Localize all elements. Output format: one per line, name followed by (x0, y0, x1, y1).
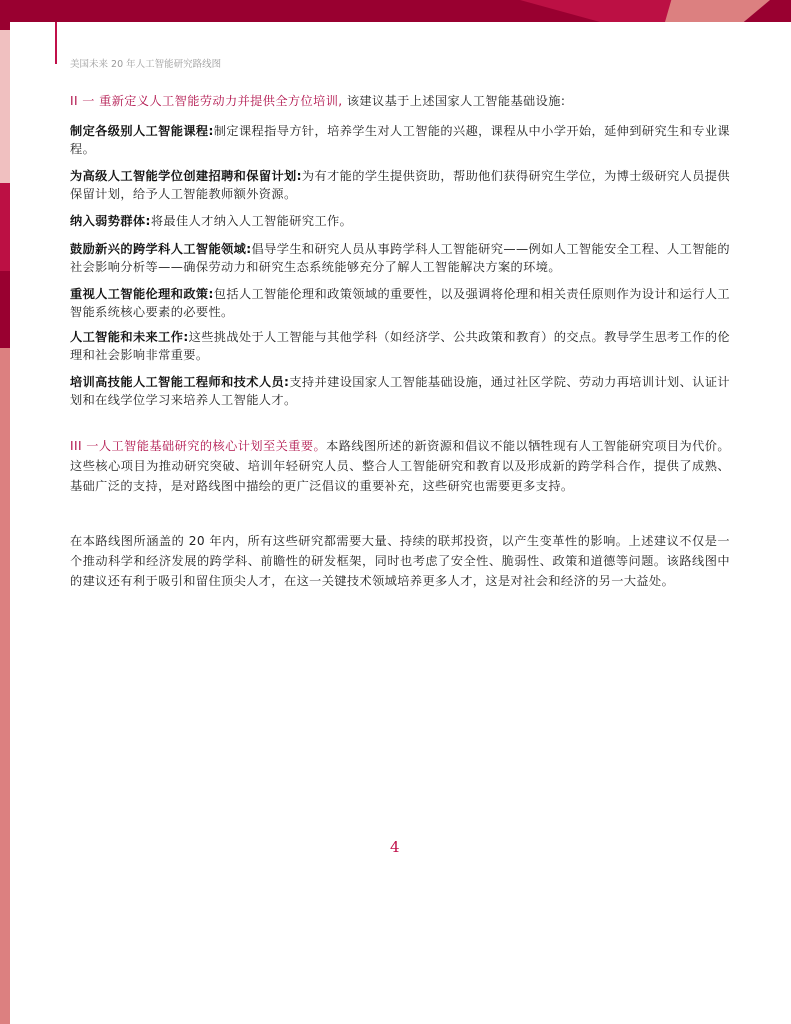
section-3-paragraph (70, 436, 730, 496)
running-title: 美国未来 20 年人工智能研究路线图 (70, 59, 222, 70)
page-number: 4 (390, 838, 400, 856)
list-item (70, 122, 730, 158)
item-title: 培训高技能人工智能工程师和技术人员: (70, 375, 290, 389)
item-title: 纳入弱势群体: (70, 214, 151, 228)
band-segment-salmon (665, 0, 770, 22)
section-2-heading-text: 该建议基于上述国家人工智能基础设施: (342, 94, 566, 108)
header-rule (55, 22, 57, 64)
item-title: 为高级人工智能学位创建招聘和保留计划: (70, 169, 302, 183)
item-text: 制定课程指导方针，培养学生对人工智能的兴趣，课程从中小学开始，延伸到研究生和专业课程。 (70, 124, 730, 156)
item-text: 包括人工智能伦理和政策领域的重要性，以及强调将伦理和相关责任原则作为设计和运行人工智能系统核心要素的必要性。 (70, 287, 730, 319)
item-text: 倡导学生和研究人员从事跨学科人工智能研究——例如人工智能安全工程、人工智能的社会影响分析等——确保劳动力和研究生态系统能够充分了解人工智能解决方案的环境。 (70, 242, 730, 274)
item-text: 为有才能的学生提供资助，帮助他们获得研究生学位，为博士级研究人员提供保留计划，给予人工智能教师额外资源。 (70, 169, 730, 201)
section-2-heading-highlight: II 一 重新定义人工智能劳动力并提供全方位培训, (70, 94, 343, 108)
section-3-heading: III 一人工智能基础研究的核心计划至关重要。 (70, 439, 327, 453)
list-item (70, 167, 730, 203)
left-decorative-band (0, 0, 10, 1024)
top-decorative-band (0, 0, 791, 22)
conclusion-paragraph: 在本路线图所涵盖的 20 年内，所有这些研究都需要大量、持续的联邦投资，以产生变革性的影响。上述建议不仅是一个推动科学和经济发展的跨学科、前瞻性的研发框架，同时也考虑了安全性、脆弱性、政策和道德等问题。该路线图中的建议还有利于吸引和留住顶尖人才，在这一关键技术领域培养更多人才，这是对社会和经济的另一大益处。 (70, 534, 730, 588)
item-title: 制定各级别人工智能课程: (70, 124, 214, 138)
item-text: 支持并建设国家人工智能基础设施，通过社区学院、劳动力再培训计划、认证计划和在线学位学习来培养人工智能人才。 (70, 375, 731, 407)
list-item (70, 328, 730, 364)
item-title: 鼓励新兴的跨学科人工智能领域: (70, 242, 252, 256)
item-text: 将最佳人才纳入人工智能研究工作。 (150, 214, 353, 228)
section-2-heading (70, 92, 730, 110)
item-title: 重视人工智能伦理和政策: (70, 287, 214, 301)
section-3-text: 本路线图所述的新资源和倡议不能以牺牲现有人工智能研究项目为代价。这些核心项目为推动研究突破、培训年轻研究人员、整合人工智能研究和教育以及形成新的跨学科合作，提供了成熟、基础广泛的支持，是对路线图中描绘的更广泛倡议的重要补充，这些研究也需要更多支持。 (70, 439, 730, 493)
list-item (70, 285, 730, 321)
list-item (70, 212, 730, 230)
item-text: 这些挑战处于人工智能与其他学科（如经济学、公共政策和教育）的交点。教导学生思考工作的伦理和社会影响非常重要。 (70, 330, 730, 362)
list-item (70, 373, 730, 409)
list-item (70, 240, 730, 276)
item-title: 人工智能和未来工作: (70, 330, 189, 344)
